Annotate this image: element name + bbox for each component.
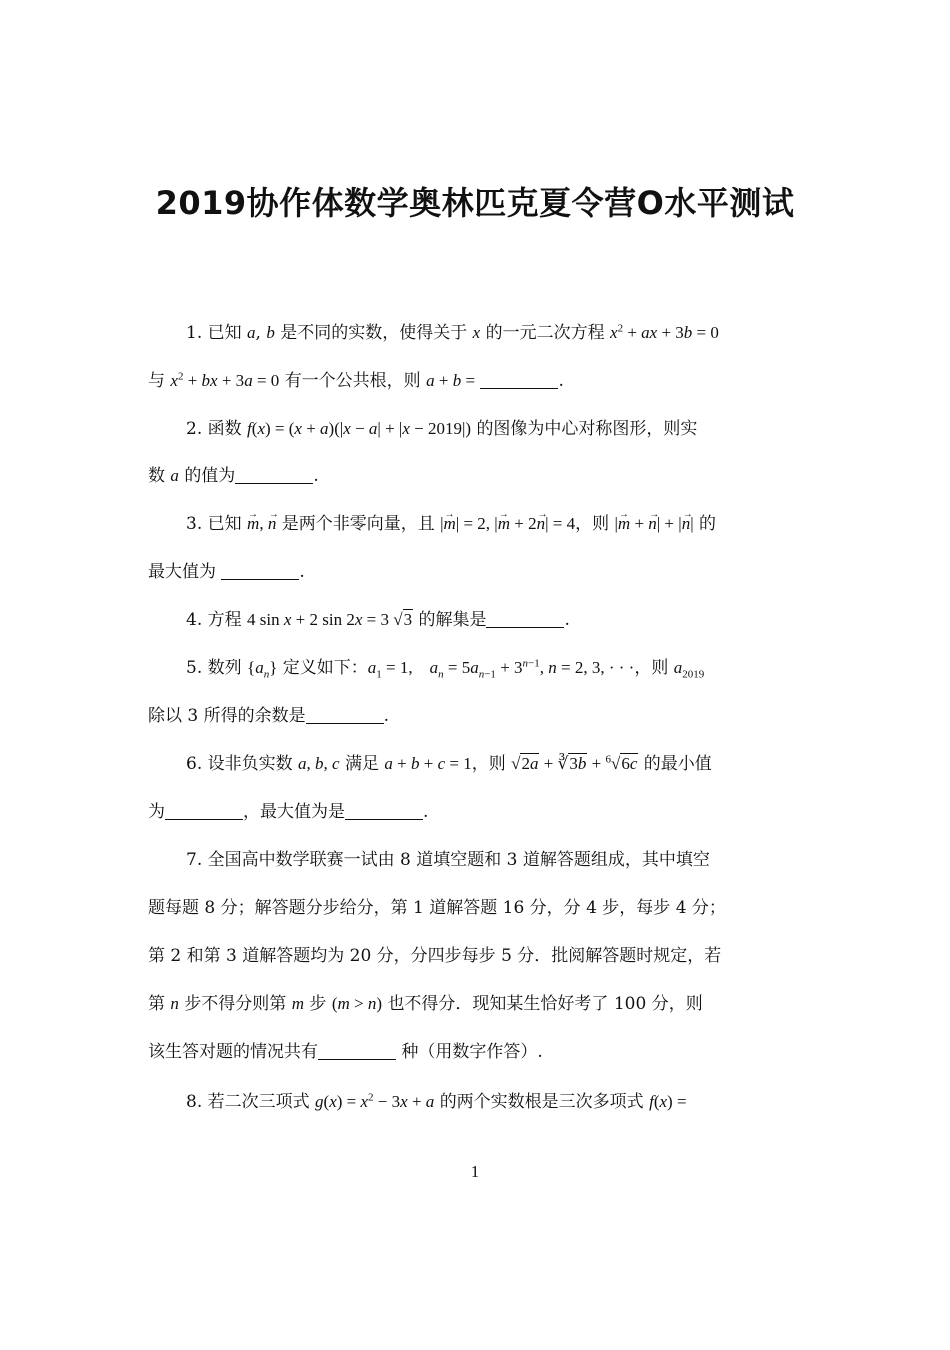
page-number: 1 [470, 1162, 480, 1181]
text: 步不得分则第 [184, 994, 287, 1014]
text: ，最大值为是 [243, 802, 345, 822]
text: 是两个非零向量，且 [281, 514, 435, 534]
problem-7-line-1: 7. 全国高中数学联赛一试由 8 道填空题和 3 道解答题组成，其中填空 [186, 850, 710, 870]
text: 是不同的实数，使得关于 [280, 323, 468, 343]
text: ，则 [471, 754, 506, 774]
page-title: 2019协作体数学奥林匹克夏令营O水平测试 [155, 184, 795, 222]
problem-7-line-4: 第 n 步不得分则第 m 步 (m > n) 也不得分．现知某生恰好考了 100 分，则 [148, 994, 703, 1014]
text: 2. 函数 [186, 419, 242, 439]
text: ，则 [575, 514, 610, 534]
answer-blank[interactable] [306, 705, 384, 724]
text: 除以 3 所得的余数是 [148, 706, 306, 726]
text: 种（用数字作答）. [401, 1042, 543, 1062]
text: 为 [148, 802, 165, 822]
text: 满足 [344, 754, 379, 774]
problem-1-line-2: 与 $x^2$ + bx + 3a = 0 有一个公共根，则 a + b = . [148, 370, 564, 391]
text: 最大值为 [148, 562, 216, 582]
answer-blank[interactable] [165, 801, 243, 820]
answer-blank[interactable] [235, 465, 313, 484]
problem-4: 4. 方程 4 sin x + 2 sin 2x = 3 √3 的解集是 . [186, 610, 570, 630]
text: 3. 已知 [186, 514, 242, 534]
answer-blank[interactable] [345, 801, 423, 820]
problem-7-line-5 [148, 1037, 802, 1067]
text: 4. 方程 [186, 610, 242, 630]
text: 的值为 [184, 466, 236, 486]
text: 也不得分．现知某生恰好考了 100 分，则 [387, 994, 703, 1014]
text: 的一元二次方程 [485, 323, 605, 343]
text: 5. 数列 [186, 658, 242, 678]
problem-7-line-2: 题每题 8 分；解答题分步给分，第 1 道解答题 16 分，分 4 步，每步 4 分； [148, 898, 726, 918]
problem-6-line-2: 为 ，最大值为是 . [148, 802, 429, 822]
text: 8. 若二次三项式 [186, 1092, 310, 1112]
text: 6. 设非负实数 [186, 754, 293, 774]
problem-2-line-2: 数 a 的值为 . [148, 466, 319, 486]
text: 的 [699, 514, 716, 534]
problem-6-line-1: 6. 设非负实数 a, b, c 满足 a + b + c = 1，则 √2a + ∛3b + $^6$√6c 的最小值 [186, 753, 712, 774]
problem-3-line-1: 3. 已知 → m, → n 是两个非零向量，且 |→ m| = 2, |→ m + 2→ n| = 4，则 |→ m + → n| + |→ n| 的 [186, 509, 802, 539]
text: 1. 已知 [186, 323, 242, 343]
problem-7-line-3: 第 2 和第 3 道解答题均为 20 分，分四步每步 5 分．批阅解答题时规定，若 [148, 946, 722, 966]
problem-8-line-1: 8. 若二次三项式 $g(x) = x^2 - 3x + a$ 的两个实数根是三次多项式 f(x) = [186, 1091, 687, 1112]
text: ，则 [634, 658, 669, 678]
text: 的解集是 [418, 610, 487, 630]
answer-blank[interactable] [221, 561, 299, 580]
text: 第 [148, 994, 165, 1014]
text: 该生答对题的情况共有 [148, 1042, 318, 1062]
problem-5-line-2: 除以 3 所得的余数是 . [148, 706, 390, 726]
text: 的最小值 [643, 754, 712, 774]
problem-1-line-1: 1. 已知 a, b 是不同的实数，使得关于 x 的一元二次方程 $x^2$ + ax + 3b = 0 [186, 322, 719, 343]
text: 数 [148, 466, 165, 486]
text: 步 [309, 994, 327, 1014]
text: 定义如下： [282, 658, 368, 678]
answer-blank[interactable] [486, 609, 564, 628]
problem-5-line-1: 5. 数列 $\{a_n\}$ 定义如下：$a_1 = 1$, $a_n = 5a_{n-1} + 3^{n-1}$, n = 2, 3, · · ·，则 $a_{2019}$ [186, 657, 705, 681]
answer-blank[interactable] [480, 370, 558, 389]
text: 有一个公共根，则 [284, 371, 421, 391]
problem-3-line-2: 最大值为 . [148, 562, 305, 582]
text: 与 [148, 371, 165, 391]
text: 的两个实数根是三次多项式 [439, 1092, 644, 1112]
answer-blank[interactable] [318, 1041, 396, 1060]
text: 的图像为中心对称图形，则实 [476, 419, 698, 439]
problem-2-line-1: 2. 函数 f(x) = (x + a)(|x − a| + |x − 2019|) 的图像为中心对称图形，则实 [186, 419, 698, 439]
